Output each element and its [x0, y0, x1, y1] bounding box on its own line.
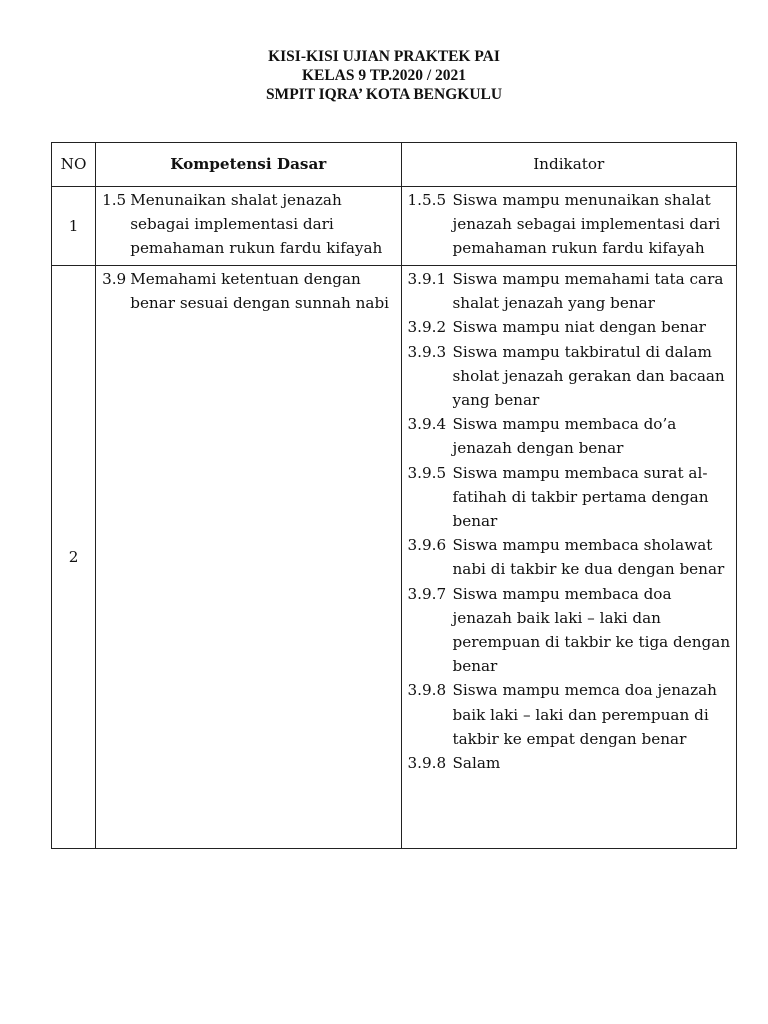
indicator-text: Siswa mampu membaca doa jenazah baik laki – laki dan perempuan di takbir ke tiga dengan benar [452, 584, 731, 676]
kompetensi-dasar-cell [96, 187, 401, 266]
indicator-text: Siswa mampu membaca sholawat nabi di takbir ke dua dengan benar [452, 536, 725, 579]
indicator-text: Siswa mampu membaca surat al-fatihah di takbir pertama dengan benar [452, 463, 709, 531]
indicator-code: 3.9.8 [407, 681, 447, 700]
indicator-item [408, 315, 733, 339]
indicator-item [408, 678, 733, 751]
indicator-text: Siswa mampu takbiratul di dalam sholat jenazah gerakan dan bacaan yang benar [452, 342, 725, 410]
indicator-item [408, 461, 733, 534]
kompetensi-dasar-cell [96, 266, 401, 849]
kd-code: 1.5 [102, 191, 127, 209]
indicator-item [408, 751, 733, 775]
indikator-cell [401, 187, 737, 266]
kd-text: Memahami ketentuan dengan benar sesuai dengan sunnah nabi [130, 270, 390, 313]
indicator-text: Siswa mampu memca doa jenazah baik laki – laki dan perempuan di takbir ke empat dengan benar [452, 681, 717, 748]
indicator-code: 3.9.7 [407, 584, 447, 603]
kd-item [102, 188, 396, 261]
table-header-row [52, 143, 737, 187]
indikator-cell [401, 266, 737, 849]
indicator-code: 3.9.1 [407, 270, 447, 288]
indicator-text: Siswa mampu membaca do’a jenazah dengan benar [452, 415, 677, 458]
indicator-code: 3.9.4 [407, 415, 447, 434]
indicator-item [408, 412, 733, 460]
indicator-code: 3.9.6 [407, 536, 447, 555]
indicator-text: Siswa mampu memahami tata cara shalat jenazah yang benar [452, 270, 724, 313]
indicator-text: Salam [452, 754, 501, 773]
document-header [0, 47, 768, 104]
indicator-code: 3.9.2 [407, 318, 447, 337]
row-number: 2 [52, 266, 96, 849]
table-row [52, 187, 737, 266]
indicator-code: 3.9.3 [407, 342, 447, 361]
indicator-code: 3.9.8 [407, 754, 447, 773]
header-kompetensi-dasar: Kompetensi Dasar [96, 143, 401, 187]
table-row [52, 266, 737, 849]
row-number: 1 [52, 187, 96, 266]
header-no: NO [52, 143, 96, 187]
indicator-item [408, 340, 733, 413]
document-title: KISI-KISI UJIAN PRAKTEK PAI [268, 48, 500, 65]
indicator-text: Siswa mampu niat dengan benar [452, 318, 706, 337]
indicator-item [408, 188, 733, 261]
header-indikator: Indikator [401, 143, 737, 187]
indicator-item [408, 582, 733, 679]
indicator-code: 3.9.5 [407, 463, 447, 482]
indicator-text: Siswa mampu menunaikan shalat jenazah sebagai implementasi dari pemahaman rukun fardu kifayah [452, 191, 721, 258]
school-name-line: SMPIT IQRA’ KOTA BENGKULU [265, 86, 503, 103]
indicator-item [408, 267, 733, 315]
kd-item [102, 267, 396, 315]
indicator-item [408, 533, 733, 581]
class-year-line: KELAS 9 TP.2020 / 2021 [301, 67, 467, 84]
kisi-kisi-table [51, 142, 737, 849]
indicator-code: 1.5.5 [407, 191, 447, 209]
kd-text: Menunaikan shalat jenazah sebagai implementasi dari pemahaman rukun fardu kifayah [130, 191, 383, 258]
kd-code: 3.9 [102, 270, 127, 288]
